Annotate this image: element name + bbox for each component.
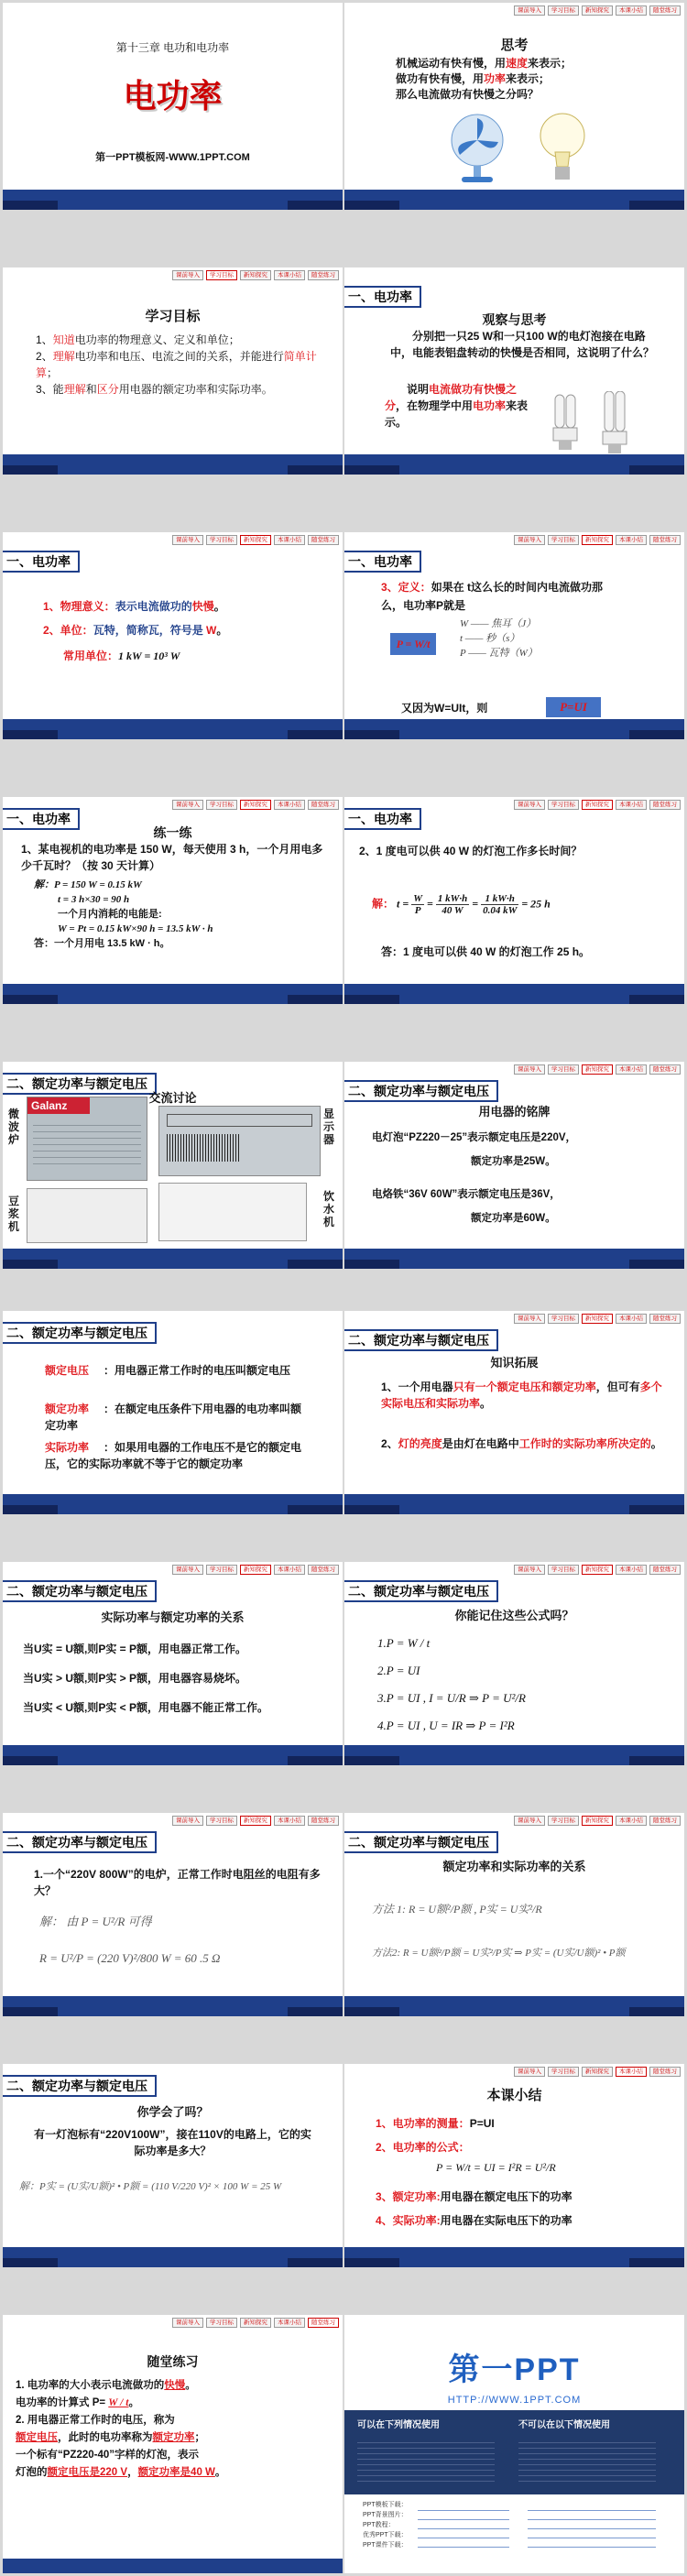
common-unit-line: 常用单位：1 kW = 10³ W <box>63 649 180 662</box>
label-water-dispenser: 饮水机 <box>323 1190 335 1228</box>
formula-box-pui: P=UI <box>546 697 601 717</box>
end-url[interactable]: HTTP://WWW.1PPT.COM <box>447 2395 582 2406</box>
slide-summary: 课前导入 学习目标 新知探究 本课小结 随堂练习 本课小结 1、电功率的测量：P=UI 2、电功率的公式： P = W/t = UI = I²R = U²/R 3、额定功率:用电器在额定电压下的功率 4、实际功率:用电器在实际电压下的功率 <box>344 2064 684 2267</box>
meaning-line: 1、物理意义：表示电流做功的快慢。 <box>43 600 225 613</box>
exercise-title: 练一练 <box>153 825 192 840</box>
slide-title <box>3 3 343 210</box>
iron-line: 电烙铁“36V 60W”表示额定电压是36V， <box>372 1189 561 1200</box>
end-logo: 第一PPT <box>448 2352 581 2387</box>
formula-4: 4.P = UI , U = IR ⇒ P = I²R <box>377 1719 515 1732</box>
expansion-point-1: 1、一个用电器只有一个额定电压和额定功率，但可有多个实际电压和实际功率。 <box>381 1381 662 1410</box>
learned-answer: 解：P实 = (U实/U额)² • P额 = (110 V/220 V)² × 100 W = 25 W <box>19 2181 282 2192</box>
link-templates[interactable]: PPT模板下载： <box>363 2502 408 2508</box>
soymilk-label-image <box>27 1188 147 1243</box>
microwave-label-image: Galanz <box>27 1097 147 1181</box>
think-line-1: 机械运动有快有慢，用速度来表示； <box>396 57 572 70</box>
link-tutorials[interactable]: PPT教程： <box>363 2522 395 2528</box>
bulb-image <box>537 108 588 186</box>
learned-title: 你学会了吗？ <box>136 2105 209 2119</box>
link-courseware[interactable]: PPT课件下载： <box>363 2542 408 2549</box>
slide-goals: 课前导入 学习目标 新知探究 本课小结 随堂练习 学习目标 1、知道电功率的物理意义、定义和单位； 2、理解电功率和电压、电流之间的关系，并能进行简单计算； 3、能理解和区分用电器的额定功率和实际功率。 <box>3 267 343 475</box>
nav-intro-button[interactable]: 课前导入 <box>514 5 545 16</box>
slide-power-basic: 课前导入 学习目标 新知探究 本课小结 随堂练习 一、电功率 1、物理意义：表示电流做功的快慢。 2、单位：瓦特，简称瓦，符号是 W。 常用单位：1 kW = 10³ W <box>3 532 343 739</box>
slide-formulas: 课前导入 学习目标 新知探究 本课小结 随堂练习 二、额定功率与额定电压 你能记住这些公式吗？ 1.P = W / t 2.P = UI 3.P = UI , I = U/R ⇒ P = U²/R 4.P = UI , U = IR ⇒ P = I²R <box>344 1562 684 1765</box>
label-soymilk: 豆浆机 <box>8 1195 20 1233</box>
practice-title: 随堂练习 <box>147 2354 199 2369</box>
exercise2-formula: 解： t = $\frac{W}{P}$ = $\frac{1 kW\cdot h}{40 W}$ = $\frac{1 kW\cdot h}{0.04 kW}$ = 25 h <box>372 893 551 916</box>
stove-step-2: R = U²/P = (220 V)²/800 W = 60 .5 Ω <box>39 1951 221 1965</box>
slide-think <box>344 3 684 210</box>
goal-item-2: 2、理解电功率和电压、电流之间的关系，并能进行简单计算； <box>36 350 317 379</box>
stove-step-1: 解： 由 P = U²/R 可得 <box>39 1915 152 1928</box>
learned-question: 有一灯泡标有“220V100W”，接在110V的电路上，它的实际功率是多大？ <box>34 2128 311 2157</box>
slide-exercise-1: 课前导入 学习目标 新知探究 本课小结 随堂练习 一、电功率 练一练 1、某电视机的电功率是 150 W，每天使用 3 h，一个月用电多少千瓦时？（按 30 天计算） 解：P = 150 W = 0.15 kW t = 3 h×30 = 90 h 一个月内消耗的电能是: W = Pt = 0.15 kW×90 h = 13.5 kW · h 答：一个月用电 13.5 kW · h。 <box>3 797 343 1004</box>
observe-paragraph: 分别把一只25 W和一只100 W的电灯泡接在电路中，电能表铝盘转动的快慢是否相同，这说明了什么？ <box>390 330 655 359</box>
summary-formula: P = W/t = UI = I²R = U²/R <box>436 2161 556 2174</box>
nav-goal-button[interactable]: 学习目标 <box>548 5 579 16</box>
section-tag: 一、电功率 <box>344 286 421 308</box>
because-text: 又因为W=UIt，则 <box>401 702 488 715</box>
slide-rated-defs: 二、额定功率与额定电压 额定电压 ：用电器正常工作时的电压叫额定电压 额定功率 ：在额定电压条件下用电器的电功率叫额定功率 实际功率 ：如果用电器的工作电压不是它的额定电压，它的实际功率就不等于它的额定功率 <box>3 1311 343 1514</box>
slide-nameplate-meaning: 课前导入 学习目标 新知探究 本课小结 随堂练习 二、额定功率与额定电压 用电器的铭牌 电灯泡“PZ220－25”表示额定电压是220V， 额定功率是25W。 电烙铁“36V 60W”表示额定电压是36V， 额定功率是60W。 <box>344 1062 684 1269</box>
end-info-panel <box>344 2410 684 2573</box>
relation-greater: 当U实 > U额,则P实 > P额，用电器容易烧坏。 <box>23 1672 247 1685</box>
rated-voltage-def: 额定电压 ：用电器正常工作时的电压叫额定电压 <box>45 1364 291 1377</box>
cfl-bulbs-image <box>546 391 647 460</box>
goals-title: 学习目标 <box>145 309 201 324</box>
bulb-line: 电灯泡“PZ220－25”表示额定电压是220V， <box>372 1132 577 1143</box>
slide-end <box>344 2315 684 2573</box>
link-backgrounds[interactable]: PPT背景图片： <box>363 2512 408 2518</box>
forbidden-heading: 不可以在以下情况使用 <box>518 2420 610 2430</box>
method-2: 方法2: R = U额²/P额 = U实²/P实 ⇒ P实 = (U实/U额)² • P额 <box>372 1948 626 1959</box>
definition-text: 3、定义：如果在 t这么长的时间内电流做功那么，电功率P就是 <box>381 581 604 612</box>
slide-exercise-2: 课前导入 学习目标 新知探究 本课小结 随堂练习 一、电功率 2、1 度电可以供 40 W 的灯泡工作多长时间？ 解： t = $\frac{W}{P}$ = $\frac{1 kW\cdot h}{40 W}$ = $\frac{1 kW\cdot h}{0.04 kW}$ = 25 h 答：1 度电可以供 40 W 的灯泡工作 25 h。 <box>344 797 684 1004</box>
slide-learned: 二、额定功率与额定电压 你学会了吗？ 有一灯泡标有“220V100W”，接在110V的电路上，它的实际功率是多大？ 解：P实 = (U实/U额)² • P额 = (110 V/220 V)² × 100 W = 25 W <box>3 2064 343 2267</box>
goal-item-1: 1、知道电功率的物理意义、定义和单位； <box>36 333 240 346</box>
formula-1: 1.P = W / t <box>377 1636 431 1650</box>
observe-conclusion: 说明电流做功有快慢之分，在物理学中用电功率来表示。 <box>385 383 529 429</box>
label-microwave: 微波炉 <box>8 1108 20 1146</box>
exercise-question: 1、某电视机的电功率是 150 W，每天使用 3 h，一个月用电多少千瓦时？（按 30 天计算） <box>21 843 323 872</box>
summary-item-3: 3、额定功率:用电器在额定电压下的功率 <box>376 2190 572 2203</box>
slide-stove-problem: 课前导入 学习目标 新知探究 本课小结 随堂练习 二、额定功率与额定电压 1.一个“220V 800W”的电炉，正常工作时电阻丝的电阻有多大？ 解： 由 P = U²/R 可得 R = U²/P = (220 V)²/800 W = 60 .5 Ω <box>3 1813 343 2016</box>
nav-menu <box>514 5 681 16</box>
summary-title: 本课小结 <box>486 2088 542 2103</box>
chapter-text: 第十三章 电功和电功率 <box>115 41 230 54</box>
nav-practice-button[interactable]: 随堂练习 <box>649 5 681 16</box>
slide-knowledge-expansion: 课前导入 学习目标 新知探究 本课小结 随堂练习 二、额定功率与额定电压 知识拓展 1、一个用电器只有一个额定电压和额定功率，但可有多个实际电压和实际功率。 2、灯的亮度是由灯在电路中工作时的实际功率所决定的。 <box>344 1311 684 1514</box>
exercise2-answer: 答：1 度电可以供 40 W 的灯泡工作 25 h。 <box>381 945 591 958</box>
method-1: 方法 1: R = U额²/P额 , P实 = U实²/R <box>372 1903 542 1916</box>
formula-box-pwt: P = W/t <box>390 633 436 655</box>
slide-nameplates: 二、额定功率与额定电压 交流讨论 Galanz 微波炉 显示器 豆浆机 饮水机 <box>3 1062 343 1269</box>
unit-legend: W —— 焦耳（J） t —— 秒（s） P —— 瓦特（W） <box>460 618 538 659</box>
slide-power-definition: 课前导入 学习目标 新知探究 本课小结 随堂练习 一、电功率 3、定义：如果在 t这么长的时间内电流做功那么，电功率P就是 P = W/t W —— 焦耳（J） t —— 秒（s） P —— 瓦特（W） 又因为W=UIt，则 P=UI <box>344 532 684 739</box>
site-text: 第一PPT模板网-WWW.1PPT.COM <box>95 152 250 163</box>
water-dispenser-label-image <box>158 1183 307 1241</box>
slide-observe <box>344 267 684 475</box>
relation-equal: 当U实 = U额,则P实 = P额，用电器正常工作。 <box>23 1643 247 1655</box>
formula-2: 2.P = UI <box>377 1664 420 1677</box>
footer-bar <box>3 190 343 210</box>
fan-image <box>445 111 509 184</box>
exercise2-question: 2、1 度电可以供 40 W 的灯泡工作多长时间？ <box>359 845 583 857</box>
formulas-title: 你能记住这些公式吗？ <box>454 1609 574 1622</box>
monitor-label-image <box>158 1106 321 1176</box>
relation-less: 当U实 < U额,则P实 < P额，用电器不能正常工作。 <box>23 1701 269 1714</box>
expansion-point-2: 2、灯的亮度是由灯在电路中工作时的实际功率所决定的。 <box>381 1437 662 1450</box>
actual-power-def: 实际功率 ：如果用电器的工作电压不是它的额定电压，它的实际功率就不等于它的额定功率 <box>45 1441 302 1470</box>
practice-body: 1. 电功率的大小表示电流做功的快慢。 电功率的计算式 P= W / t。 2. 用电器正常工作时的电压，称为 额定电压，此时的电功率称为额定功率； 一个标有“PZ220-40”字样的灯泡，表示 灯泡的额定电压是220 V，额定功率是40 W。 <box>16 2380 226 2478</box>
observe-title: 观察与思考 <box>482 312 547 327</box>
label-monitor: 显示器 <box>323 1108 335 1146</box>
summary-item-2: 2、电功率的公式： <box>376 2141 470 2154</box>
slide-methods: 课前导入 学习目标 新知探究 本课小结 随堂练习 二、额定功率与额定电压 额定功率和实际功率的关系 方法 1: R = U额²/P额 , P实 = U实²/R 方法2: R = U额²/P额 = U实²/P实 ⇒ P实 = (U实/U额)² • P额 <box>344 1813 684 2016</box>
slide-relation: 课前导入 学习目标 新知探究 本课小结 随堂练习 二、额定功率与额定电压 实际功率与额定功率的关系 当U实 = U额,则P实 = P额，用电器正常工作。 当U实 > U额,则P实 > P额，用电器容易烧坏。 当U实 < U额,则P实 < P额，用电器不能正常工作。 <box>3 1562 343 1765</box>
unit-line: 2、单位：瓦特，简称瓦，符号是 W。 <box>43 624 228 637</box>
rated-power-def: 额定功率 ：在额定电压条件下用电器的电功率叫额定功率 <box>45 1403 302 1432</box>
slide-practice: 课前导入 学习目标 新知探究 本课小结 随堂练习 随堂练习 1. 电功率的大小表示电流做功的快慢。 电功率的计算式 P= W / t。 2. 用电器正常工作时的电压，称为 额定电压，此时的电功率称为额定功率； 一个标有“PZ220-40”字样的灯泡，表示 灯泡的额定电压是220 V，额定功率是40 W。 <box>3 2315 343 2573</box>
discussion-title: 交流讨论 <box>148 1091 197 1105</box>
resource-links <box>344 2494 684 2573</box>
nav-explore-button[interactable]: 新知探究 <box>582 5 613 16</box>
formula-3: 3.P = UI , I = U/R ⇒ P = U²/R <box>377 1691 526 1705</box>
link-excellent[interactable]: 优秀PPT下载： <box>363 2532 408 2538</box>
think-line-2: 做功有快有慢，用功率来表示； <box>396 72 551 85</box>
relation-title: 实际功率与额定功率的关系 <box>101 1610 245 1624</box>
expansion-title: 知识拓展 <box>490 1356 539 1370</box>
methods-title: 额定功率和实际功率的关系 <box>442 1860 586 1873</box>
exercise-answer: 解：P = 150 W = 0.15 kW t = 3 h×30 = 90 h 一个月内消耗的电能是: W = Pt = 0.15 kW×90 h = 13.5 kW · h 答：一个月用电 13.5 kW · h。 <box>34 879 213 949</box>
summary-item-1: 1、电功率的测量：P=UI <box>376 2117 495 2130</box>
nameplate-title: 用电器的铭牌 <box>478 1105 551 1119</box>
summary-item-4: 4、实际功率:用电器在实际电压下的功率 <box>376 2214 572 2227</box>
allowed-heading: 可以在下列情况使用 <box>357 2420 440 2430</box>
goal-item-3: 3、能理解和区分用电器的额定功率和实际功率。 <box>36 383 273 396</box>
nav-summary-button[interactable]: 本课小结 <box>616 5 647 16</box>
slide-main-title: 电功率 <box>123 77 223 115</box>
stove-question: 1.一个“220V 800W”的电炉，正常工作时电阻丝的电阻有多大？ <box>34 1868 321 1897</box>
think-title: 思考 <box>500 38 529 53</box>
think-line-3: 那么电流做功有快慢之分吗？ <box>396 88 540 101</box>
